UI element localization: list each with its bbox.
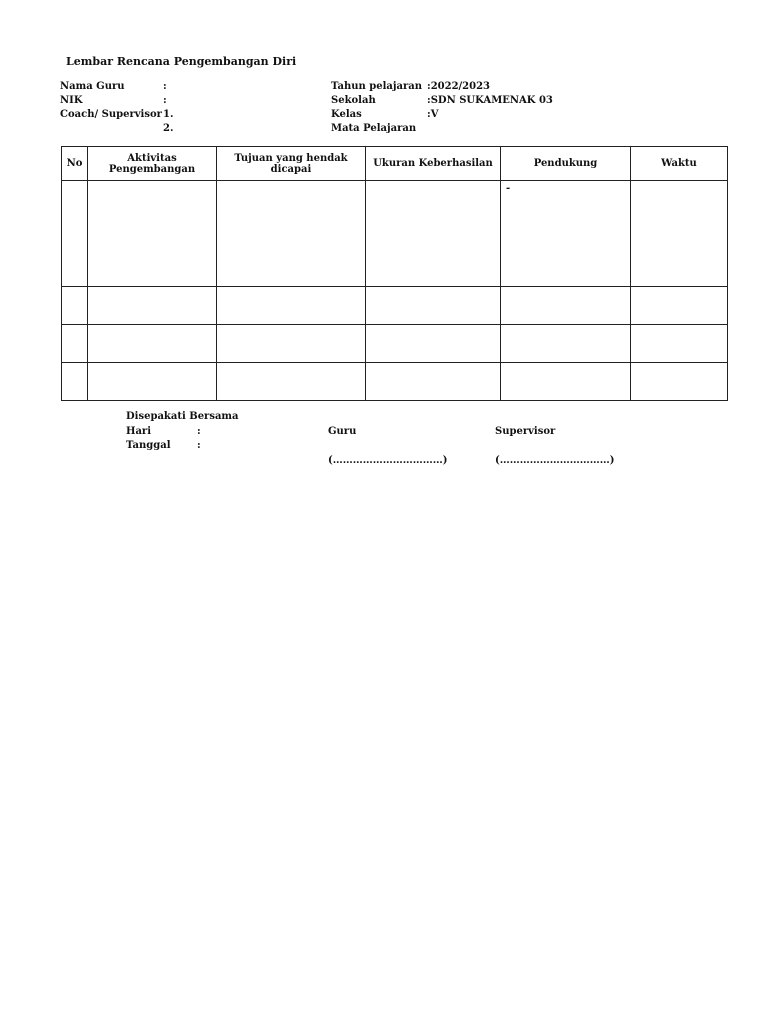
- label-tanggal: Tanggal: [126, 440, 171, 451]
- table-cell: [366, 287, 501, 325]
- signature-guru: (……………………………): [328, 455, 448, 466]
- table-row: [62, 287, 728, 325]
- table-cell: [62, 287, 88, 325]
- header-no: No: [62, 147, 88, 181]
- signature-supervisor: (……………………………): [495, 455, 615, 466]
- label-hari: Hari: [126, 426, 151, 437]
- table-cell: [217, 325, 366, 363]
- table-cell: [501, 287, 631, 325]
- label-mata-pelajaran: Mata Pelajaran: [331, 123, 417, 134]
- sep-nik: :: [163, 95, 167, 106]
- table-cell: [217, 287, 366, 325]
- table-row: [62, 181, 728, 287]
- label-nama-guru: Nama Guru: [60, 81, 125, 92]
- header-ukuran: Ukuran Keberhasilan: [366, 147, 501, 181]
- table-cell: [88, 325, 217, 363]
- table-cell: [88, 363, 217, 401]
- label-nik: NIK: [60, 95, 83, 106]
- label-kelas: Kelas: [331, 109, 362, 120]
- label-supervisor: Supervisor: [495, 426, 556, 437]
- table-cell: [631, 181, 728, 287]
- coach-item-1: 1.: [163, 109, 174, 120]
- table-cell: [366, 181, 501, 287]
- table-cell: [88, 181, 217, 287]
- table-cell: [501, 325, 631, 363]
- table-cell: [88, 287, 217, 325]
- label-coach-supervisor: Coach/ Supervisor: [60, 109, 162, 120]
- table-cell: [501, 181, 631, 287]
- table-cell: [62, 325, 88, 363]
- pendukung-dash: -: [506, 183, 511, 194]
- table-cell: [62, 363, 88, 401]
- table-header-row: [62, 147, 728, 181]
- table-cell: [366, 363, 501, 401]
- label-tahun-pelajaran: Tahun pelajaran: [331, 81, 423, 92]
- table-cell: [631, 287, 728, 325]
- table-cell: [217, 181, 366, 287]
- table-cell: [631, 363, 728, 401]
- header-waktu: Waktu: [631, 147, 728, 181]
- document-title: Lembar Rencana Pengembangan Diri: [66, 55, 297, 68]
- sep-tanggal: :: [197, 440, 201, 451]
- header-tujuan: Tujuan yang hendak dicapai: [217, 147, 366, 181]
- label-sekolah: Sekolah: [331, 95, 376, 106]
- table-cell: [501, 363, 631, 401]
- coach-item-2: 2.: [163, 123, 174, 134]
- table-cell: [631, 325, 728, 363]
- value-kelas: :V: [427, 109, 439, 120]
- development-plan-table: [61, 146, 728, 401]
- sep-nama-guru: :: [163, 81, 167, 92]
- table-row: [62, 363, 728, 401]
- table-row: [62, 325, 728, 363]
- agreed-text: Disepakati Bersama: [126, 411, 239, 422]
- sep-hari: :: [197, 426, 201, 437]
- table-cell: [366, 325, 501, 363]
- header-aktivitas: Aktivitas Pengembangan: [88, 147, 217, 181]
- value-tahun-pelajaran: :2022/2023: [427, 81, 491, 92]
- table-cell: [217, 363, 366, 401]
- label-guru: Guru: [328, 426, 357, 437]
- table-cell: [62, 181, 88, 287]
- header-pendukung: Pendukung: [501, 147, 631, 181]
- value-sekolah: :SDN SUKAMENAK 03: [427, 95, 553, 106]
